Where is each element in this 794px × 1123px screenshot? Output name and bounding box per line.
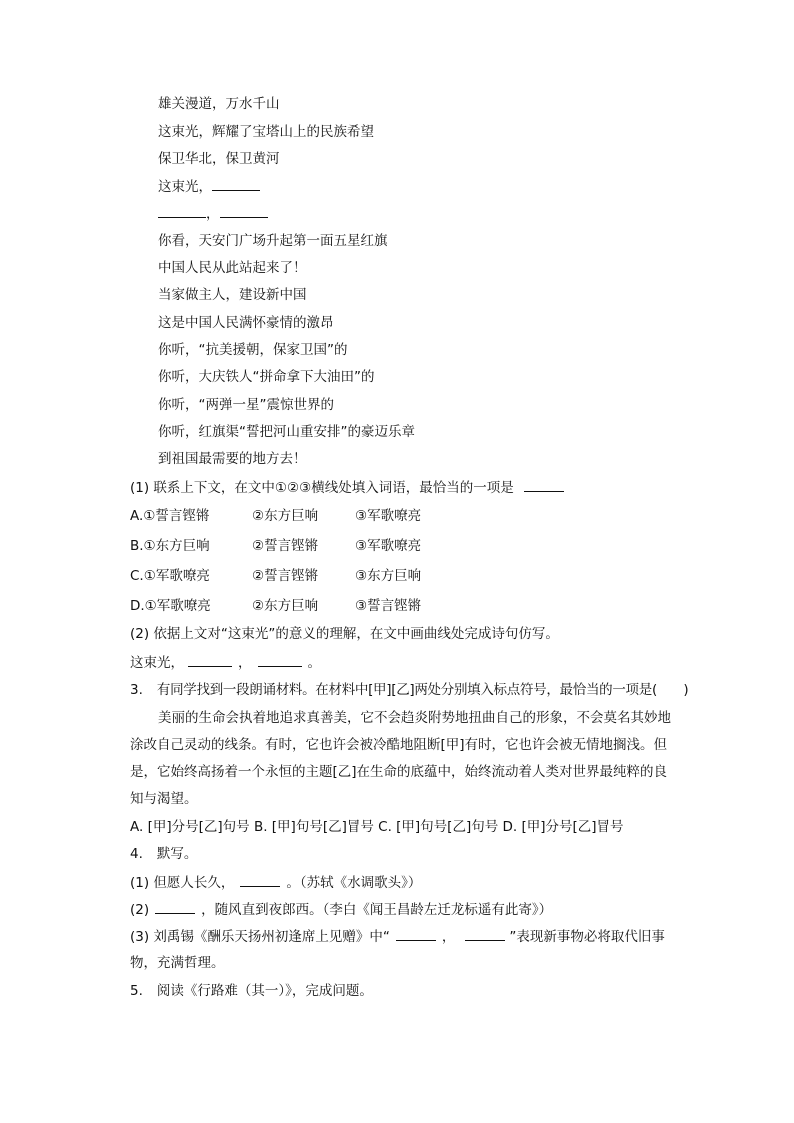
fill-blank bbox=[212, 176, 260, 191]
question-text: 默写。 bbox=[156, 846, 198, 862]
poem-line: 保卫华北，保卫黄河 bbox=[158, 151, 280, 167]
answer-blank bbox=[396, 926, 436, 941]
answer-blank bbox=[240, 872, 280, 887]
poem-line-blank-1 bbox=[158, 176, 260, 196]
option-text: D.①军歌嘹亮 bbox=[130, 598, 211, 614]
question-3-stem bbox=[130, 680, 688, 700]
question-3-options: A. [甲]分号[乙]句号 B. [甲]句号[乙]冒号 C. [甲]句号[乙]句号 D. [甲]分号[乙]冒号 bbox=[130, 819, 624, 835]
item-text: ，随风直到夜郎西。（李白《闻王昌龄左迁龙标遥有此寄》） bbox=[201, 902, 553, 918]
poem-line: 当家做主人，建设新中国 bbox=[158, 287, 307, 303]
poem-line: 你听，“两弹一星”震惊世界的 bbox=[158, 397, 334, 413]
option-text: ③军歌嘹亮 bbox=[355, 508, 422, 524]
item-text: ， bbox=[441, 929, 456, 945]
option-text: C.①军歌嘹亮 bbox=[130, 568, 210, 584]
poem-text: 这束光， bbox=[158, 179, 212, 195]
question-text: (1) 联系上下文，在文中①②③横线处填入词语，最恰当的一项是 bbox=[130, 480, 514, 496]
item-text: (1) 但愿人长久， bbox=[130, 875, 235, 891]
passage-line: 知与渴望。 bbox=[130, 791, 198, 807]
item-text: ”表现新事物必将取代旧事 bbox=[509, 929, 665, 945]
question-text: 有同学找到一段朗诵材料。在材料中[甲][乙]两处分别填入标点符号，最恰当的一项是( ) bbox=[156, 682, 689, 698]
poem-line: 到祖国最需要的地方去！ bbox=[158, 451, 307, 467]
option-text: ③军歌嘹亮 bbox=[355, 538, 422, 554]
poem-line: 你看，天安门广场升起第一面五星红旗 bbox=[158, 233, 388, 249]
item-text: (3) 刘禹锡《酬乐天扬州初逢席上见赠》中“ bbox=[130, 929, 390, 945]
poem-line: 这束光，辉耀了宝塔山上的民族希望 bbox=[158, 124, 374, 140]
question-number: 5. bbox=[130, 983, 143, 999]
answer-blank bbox=[155, 899, 195, 914]
option-text: ②东方巨响 bbox=[252, 508, 319, 524]
fill-blank bbox=[220, 203, 268, 218]
option-text: ②誓言铿锵 bbox=[252, 568, 319, 584]
answer-blank bbox=[258, 652, 302, 667]
question-5-stem bbox=[130, 981, 373, 1001]
poem-line: 中国人民从此站起来了！ bbox=[158, 260, 307, 276]
poem-line: 雄关漫道，万水千山 bbox=[158, 96, 280, 112]
poem-line-blank-2 bbox=[158, 203, 268, 223]
option-text: ②誓言铿锵 bbox=[252, 538, 319, 554]
answer-blank bbox=[524, 477, 564, 492]
question-text: 阅读《行路难（其一）》，完成问题。 bbox=[156, 983, 373, 999]
option-text: A.①誓言铿锵 bbox=[130, 508, 210, 524]
question-4-stem bbox=[130, 844, 197, 864]
item-text: 。（苏轼《水调歌头》） bbox=[286, 875, 422, 891]
passage-line: 美丽的生命会执着地追求真善美，它不会趋炎附势地扭曲自己的形象，不会莫名其妙地 bbox=[158, 710, 671, 726]
question-2-answer bbox=[130, 652, 321, 672]
question-4-item-2 bbox=[130, 899, 552, 919]
poem-line: 你听，“抗美援朝，保家卫国”的 bbox=[158, 342, 348, 358]
answer-text: 。 bbox=[307, 655, 321, 671]
passage-line: 涂改自己灵动的线条。有时，它也许会被冷酷地阻断[甲]有时，它也许会被无情地搁浅。但 bbox=[130, 737, 668, 753]
question-number: 3. bbox=[130, 682, 143, 698]
answer-blank bbox=[465, 926, 505, 941]
poem-line: 你听，红旗渠“誓把河山重安排”的豪迈乐章 bbox=[158, 424, 415, 440]
answer-text: ， bbox=[238, 655, 252, 671]
option-text: ③誓言铿锵 bbox=[355, 598, 422, 614]
option-text: ②东方巨响 bbox=[252, 598, 319, 614]
option-text: ③东方巨响 bbox=[355, 568, 422, 584]
poem-line: 这是中国人民满怀豪情的激昂 bbox=[158, 315, 334, 331]
question-4-item-3-cont: 物，充满哲理。 bbox=[130, 955, 225, 971]
question-1-stem bbox=[130, 477, 564, 497]
item-text: (2) bbox=[130, 902, 150, 918]
passage-line: 是，它始终高扬着一个永恒的主题[乙]在生命的底蕴中，始终流动着人类对世界最纯粹的良 bbox=[130, 764, 668, 780]
poem-text: ， bbox=[206, 206, 220, 222]
fill-blank bbox=[158, 203, 206, 218]
question-number: 4. bbox=[130, 846, 143, 862]
answer-blank bbox=[188, 652, 232, 667]
question-2-stem: (2) 依据上文对“这束光”的意义的理解，在文中画曲线处完成诗句仿写。 bbox=[130, 626, 559, 642]
answer-text: 这束光， bbox=[130, 655, 184, 671]
question-4-item-1 bbox=[130, 872, 421, 892]
option-text: B.①东方巨响 bbox=[130, 538, 210, 554]
question-4-item-3 bbox=[130, 926, 665, 946]
poem-line: 你听，大庆铁人“拼命拿下大油田”的 bbox=[158, 369, 375, 385]
